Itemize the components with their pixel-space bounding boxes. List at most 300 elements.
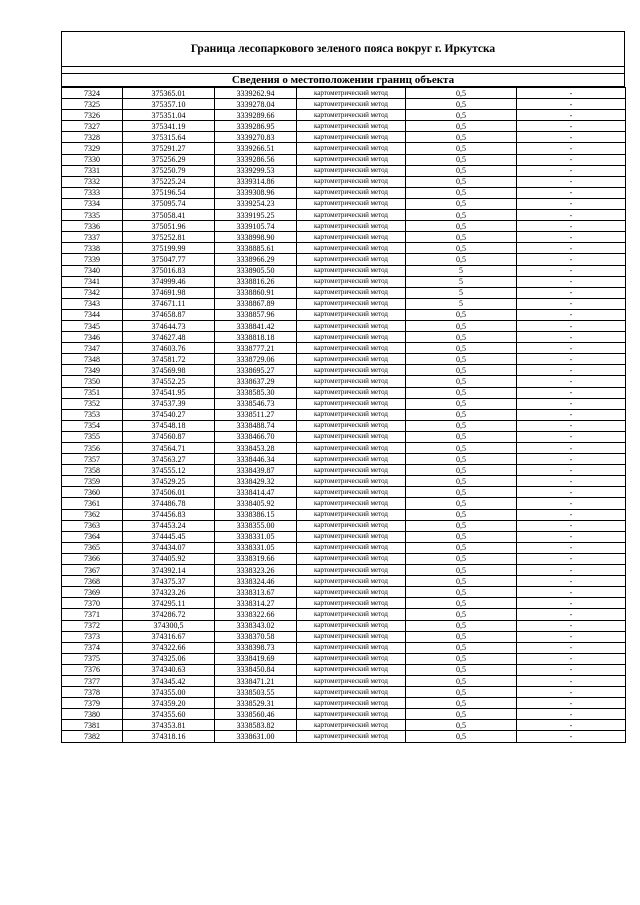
x-coordinate-cell: 374445.45 — [123, 531, 215, 542]
description-cell: - — [517, 420, 626, 431]
description-cell: - — [517, 309, 626, 320]
accuracy-cell: 0,5 — [406, 254, 517, 265]
method-cell: картометрический метод — [297, 221, 406, 232]
y-coordinate-cell: 3338777.21 — [215, 343, 297, 354]
accuracy-cell: 0,5 — [406, 187, 517, 198]
description-cell: - — [517, 376, 626, 387]
accuracy-cell: 0,5 — [406, 531, 517, 542]
y-coordinate-cell: 3338816.26 — [215, 276, 297, 287]
description-cell: - — [517, 221, 626, 232]
x-coordinate-cell: 374486.78 — [123, 498, 215, 509]
y-coordinate-cell: 3338355.00 — [215, 520, 297, 531]
table-row — [62, 232, 626, 243]
table-row — [62, 664, 626, 675]
x-coordinate-cell: 374453.24 — [123, 520, 215, 531]
y-coordinate-cell: 3338343.02 — [215, 620, 297, 631]
x-coordinate-cell: 374564.71 — [123, 443, 215, 454]
point-number-cell: 7358 — [62, 465, 123, 476]
description-cell: - — [517, 287, 626, 298]
x-coordinate-cell: 374541.95 — [123, 387, 215, 398]
accuracy-cell: 0,5 — [406, 454, 517, 465]
y-coordinate-cell: 3338885.61 — [215, 243, 297, 254]
accuracy-cell: 0,5 — [406, 698, 517, 709]
y-coordinate-cell: 3338695.27 — [215, 365, 297, 376]
description-cell: - — [517, 698, 626, 709]
description-cell: - — [517, 531, 626, 542]
table-row — [62, 287, 626, 298]
accuracy-cell: 0,5 — [406, 609, 517, 620]
x-coordinate-cell: 375252.81 — [123, 232, 215, 243]
method-cell: картометрический метод — [297, 376, 406, 387]
table-row — [62, 565, 626, 576]
x-coordinate-cell: 374359.20 — [123, 698, 215, 709]
point-number-cell: 7346 — [62, 332, 123, 343]
method-cell: картометрический метод — [297, 576, 406, 587]
x-coordinate-cell: 374603.76 — [123, 343, 215, 354]
table-row — [62, 165, 626, 176]
description-cell: - — [517, 198, 626, 209]
point-number-cell: 7357 — [62, 454, 123, 465]
point-number-cell: 7381 — [62, 720, 123, 731]
x-coordinate-cell: 374581.72 — [123, 354, 215, 365]
accuracy-cell: 0,5 — [406, 221, 517, 232]
y-coordinate-cell: 3339266.51 — [215, 143, 297, 154]
point-number-cell: 7376 — [62, 664, 123, 675]
y-coordinate-cell: 3338319.66 — [215, 553, 297, 564]
table-row — [62, 542, 626, 553]
x-coordinate-cell: 374345.42 — [123, 675, 215, 686]
y-coordinate-cell: 3338860.91 — [215, 287, 297, 298]
method-cell: картометрический метод — [297, 121, 406, 132]
accuracy-cell: 0,5 — [406, 99, 517, 110]
description-cell: - — [517, 465, 626, 476]
method-cell: картометрический метод — [297, 243, 406, 254]
point-number-cell: 7363 — [62, 520, 123, 531]
y-coordinate-cell: 3338370.58 — [215, 631, 297, 642]
table-row — [62, 154, 626, 165]
description-cell: - — [517, 431, 626, 442]
method-cell: картометрический метод — [297, 587, 406, 598]
accuracy-cell: 0,5 — [406, 542, 517, 553]
table-row — [62, 642, 626, 653]
table-row — [62, 720, 626, 731]
point-number-cell: 7366 — [62, 553, 123, 564]
table-row — [62, 653, 626, 664]
y-coordinate-cell: 3338323.26 — [215, 565, 297, 576]
y-coordinate-cell: 3338905.50 — [215, 265, 297, 276]
y-coordinate-cell: 3339289.66 — [215, 110, 297, 121]
method-cell: картометрический метод — [297, 165, 406, 176]
y-coordinate-cell: 3338583.82 — [215, 720, 297, 731]
table-row — [62, 176, 626, 187]
point-number-cell: 7333 — [62, 187, 123, 198]
method-cell: картометрический метод — [297, 476, 406, 487]
table-row — [62, 121, 626, 132]
accuracy-cell: 0,5 — [406, 88, 517, 99]
section-subtitle: Сведения о местоположении границ объекта — [61, 74, 625, 87]
y-coordinate-cell: 3338637.29 — [215, 376, 297, 387]
x-coordinate-cell: 375341.19 — [123, 121, 215, 132]
method-cell: картометрический метод — [297, 542, 406, 553]
accuracy-cell: 5 — [406, 276, 517, 287]
x-coordinate-cell: 374552.25 — [123, 376, 215, 387]
y-coordinate-cell: 3338446.34 — [215, 454, 297, 465]
point-number-cell: 7336 — [62, 221, 123, 232]
x-coordinate-cell: 374569.98 — [123, 365, 215, 376]
method-cell: картометрический метод — [297, 520, 406, 531]
point-number-cell: 7340 — [62, 265, 123, 276]
method-cell: картометрический метод — [297, 675, 406, 686]
x-coordinate-cell: 375256.29 — [123, 154, 215, 165]
accuracy-cell: 0,5 — [406, 553, 517, 564]
description-cell: - — [517, 265, 626, 276]
point-number-cell: 7354 — [62, 420, 123, 431]
y-coordinate-cell: 3339286.95 — [215, 121, 297, 132]
y-coordinate-cell: 3338511.27 — [215, 409, 297, 420]
table-row — [62, 187, 626, 198]
table-row — [62, 376, 626, 387]
method-cell: картометрический метод — [297, 620, 406, 631]
table-row — [62, 687, 626, 698]
accuracy-cell: 0,5 — [406, 198, 517, 209]
point-number-cell: 7329 — [62, 143, 123, 154]
method-cell: картометрический метод — [297, 465, 406, 476]
description-cell: - — [517, 154, 626, 165]
method-cell: картометрический метод — [297, 320, 406, 331]
table-row — [62, 587, 626, 598]
method-cell: картометрический метод — [297, 698, 406, 709]
table-row — [62, 398, 626, 409]
method-cell: картометрический метод — [297, 143, 406, 154]
table-row — [62, 132, 626, 143]
y-coordinate-cell: 3338585.30 — [215, 387, 297, 398]
x-coordinate-cell: 375199.99 — [123, 243, 215, 254]
x-coordinate-cell: 374340.63 — [123, 664, 215, 675]
table-row — [62, 620, 626, 631]
table-row — [62, 198, 626, 209]
point-number-cell: 7368 — [62, 576, 123, 587]
point-number-cell: 7362 — [62, 509, 123, 520]
table-row — [62, 387, 626, 398]
y-coordinate-cell: 3338313.67 — [215, 587, 297, 598]
x-coordinate-cell: 375291.27 — [123, 143, 215, 154]
method-cell: картометрический метод — [297, 99, 406, 110]
y-coordinate-cell: 3339254.23 — [215, 198, 297, 209]
point-number-cell: 7371 — [62, 609, 123, 620]
description-cell: - — [517, 620, 626, 631]
y-coordinate-cell: 3338331.05 — [215, 542, 297, 553]
table-row — [62, 498, 626, 509]
y-coordinate-cell: 3338867.89 — [215, 298, 297, 309]
table-row — [62, 454, 626, 465]
point-number-cell: 7343 — [62, 298, 123, 309]
method-cell: картометрический метод — [297, 309, 406, 320]
x-coordinate-cell: 374671.11 — [123, 298, 215, 309]
accuracy-cell: 0,5 — [406, 243, 517, 254]
method-cell: картометрический метод — [297, 265, 406, 276]
x-coordinate-cell: 375051.96 — [123, 221, 215, 232]
x-coordinate-cell: 375016.83 — [123, 265, 215, 276]
x-coordinate-cell: 374548.18 — [123, 420, 215, 431]
point-number-cell: 7350 — [62, 376, 123, 387]
description-cell: - — [517, 487, 626, 498]
description-cell: - — [517, 476, 626, 487]
accuracy-cell: 0,5 — [406, 631, 517, 642]
method-cell: картометрический метод — [297, 653, 406, 664]
description-cell: - — [517, 687, 626, 698]
table-row — [62, 143, 626, 154]
point-number-cell: 7351 — [62, 387, 123, 398]
x-coordinate-cell: 374286.72 — [123, 609, 215, 620]
point-number-cell: 7364 — [62, 531, 123, 542]
method-cell: картометрический метод — [297, 487, 406, 498]
point-number-cell: 7326 — [62, 110, 123, 121]
y-coordinate-cell: 3338818.18 — [215, 332, 297, 343]
description-cell: - — [517, 454, 626, 465]
description-cell: - — [517, 642, 626, 653]
accuracy-cell: 0,5 — [406, 431, 517, 442]
x-coordinate-cell: 375196.54 — [123, 187, 215, 198]
table-row — [62, 343, 626, 354]
x-coordinate-cell: 374300,5 — [123, 620, 215, 631]
description-cell: - — [517, 176, 626, 187]
table-row — [62, 631, 626, 642]
x-coordinate-cell: 374322.66 — [123, 642, 215, 653]
y-coordinate-cell: 3339308.96 — [215, 187, 297, 198]
method-cell: картометрический метод — [297, 110, 406, 121]
x-coordinate-cell: 375250.79 — [123, 165, 215, 176]
accuracy-cell: 0,5 — [406, 365, 517, 376]
y-coordinate-cell: 3339262.94 — [215, 88, 297, 99]
table-row — [62, 465, 626, 476]
point-number-cell: 7349 — [62, 365, 123, 376]
x-coordinate-cell: 374323.26 — [123, 587, 215, 598]
accuracy-cell: 0,5 — [406, 165, 517, 176]
y-coordinate-cell: 3338324.46 — [215, 576, 297, 587]
x-coordinate-cell: 374318.16 — [123, 731, 215, 742]
point-number-cell: 7332 — [62, 176, 123, 187]
method-cell: картометрический метод — [297, 176, 406, 187]
accuracy-cell: 0,5 — [406, 664, 517, 675]
point-number-cell: 7355 — [62, 431, 123, 442]
description-cell: - — [517, 187, 626, 198]
description-cell: - — [517, 243, 626, 254]
point-number-cell: 7341 — [62, 276, 123, 287]
method-cell: картометрический метод — [297, 132, 406, 143]
accuracy-cell: 0,5 — [406, 587, 517, 598]
description-cell: - — [517, 709, 626, 720]
y-coordinate-cell: 3338405.92 — [215, 498, 297, 509]
y-coordinate-cell: 3339314.86 — [215, 176, 297, 187]
method-cell: картометрический метод — [297, 431, 406, 442]
description-cell: - — [517, 409, 626, 420]
coordinates-table-body — [62, 88, 626, 743]
table-row — [62, 698, 626, 709]
x-coordinate-cell: 375047.77 — [123, 254, 215, 265]
x-coordinate-cell: 375357.10 — [123, 99, 215, 110]
method-cell: картометрический метод — [297, 398, 406, 409]
x-coordinate-cell: 374627.48 — [123, 332, 215, 343]
accuracy-cell: 0,5 — [406, 132, 517, 143]
y-coordinate-cell: 3338439.87 — [215, 465, 297, 476]
method-cell: картометрический метод — [297, 531, 406, 542]
x-coordinate-cell: 375351.04 — [123, 110, 215, 121]
description-cell: - — [517, 443, 626, 454]
table-row — [62, 443, 626, 454]
method-cell: картометрический метод — [297, 187, 406, 198]
description-cell: - — [517, 332, 626, 343]
point-number-cell: 7325 — [62, 99, 123, 110]
description-cell: - — [517, 99, 626, 110]
description-cell: - — [517, 165, 626, 176]
method-cell: картометрический метод — [297, 276, 406, 287]
accuracy-cell: 0,5 — [406, 443, 517, 454]
method-cell: картометрический метод — [297, 631, 406, 642]
accuracy-cell: 0,5 — [406, 154, 517, 165]
accuracy-cell: 0,5 — [406, 642, 517, 653]
y-coordinate-cell: 3339195.25 — [215, 210, 297, 221]
description-cell: - — [517, 675, 626, 686]
table-row — [62, 332, 626, 343]
method-cell: картометрический метод — [297, 198, 406, 209]
x-coordinate-cell: 374353.81 — [123, 720, 215, 731]
point-number-cell: 7380 — [62, 709, 123, 720]
point-number-cell: 7335 — [62, 210, 123, 221]
x-coordinate-cell: 374392.14 — [123, 565, 215, 576]
point-number-cell: 7382 — [62, 731, 123, 742]
method-cell: картометрический метод — [297, 365, 406, 376]
x-coordinate-cell: 374295.11 — [123, 598, 215, 609]
table-row — [62, 420, 626, 431]
x-coordinate-cell: 375058.41 — [123, 210, 215, 221]
y-coordinate-cell: 3338331.05 — [215, 531, 297, 542]
table-row — [62, 298, 626, 309]
x-coordinate-cell: 374325.06 — [123, 653, 215, 664]
description-cell: - — [517, 298, 626, 309]
table-row — [62, 276, 626, 287]
accuracy-cell: 0,5 — [406, 520, 517, 531]
y-coordinate-cell: 3339299.53 — [215, 165, 297, 176]
point-number-cell: 7347 — [62, 343, 123, 354]
x-coordinate-cell: 374540.27 — [123, 409, 215, 420]
x-coordinate-cell: 374355.00 — [123, 687, 215, 698]
point-number-cell: 7330 — [62, 154, 123, 165]
point-number-cell: 7360 — [62, 487, 123, 498]
point-number-cell: 7356 — [62, 443, 123, 454]
table-row — [62, 531, 626, 542]
method-cell: картометрический метод — [297, 664, 406, 675]
method-cell: картометрический метод — [297, 210, 406, 221]
description-cell: - — [517, 232, 626, 243]
description-cell: - — [517, 121, 626, 132]
accuracy-cell: 0,5 — [406, 354, 517, 365]
table-row — [62, 553, 626, 564]
description-cell: - — [517, 110, 626, 121]
accuracy-cell: 5 — [406, 265, 517, 276]
table-row — [62, 265, 626, 276]
x-coordinate-cell: 374658.87 — [123, 309, 215, 320]
table-row — [62, 309, 626, 320]
x-coordinate-cell: 374555.12 — [123, 465, 215, 476]
description-cell: - — [517, 143, 626, 154]
accuracy-cell: 0,5 — [406, 476, 517, 487]
description-cell: - — [517, 609, 626, 620]
table-row — [62, 731, 626, 742]
description-cell: - — [517, 631, 626, 642]
table-row — [62, 365, 626, 376]
table-row — [62, 520, 626, 531]
y-coordinate-cell: 3338453.28 — [215, 443, 297, 454]
y-coordinate-cell: 3339278.04 — [215, 99, 297, 110]
y-coordinate-cell: 3338841.42 — [215, 320, 297, 331]
table-row — [62, 409, 626, 420]
point-number-cell: 7344 — [62, 309, 123, 320]
accuracy-cell: 0,5 — [406, 309, 517, 320]
method-cell: картометрический метод — [297, 598, 406, 609]
y-coordinate-cell: 3338429.32 — [215, 476, 297, 487]
accuracy-cell: 0,5 — [406, 409, 517, 420]
point-number-cell: 7361 — [62, 498, 123, 509]
x-coordinate-cell: 374456.83 — [123, 509, 215, 520]
method-cell: картометрический метод — [297, 343, 406, 354]
method-cell: картометрический метод — [297, 731, 406, 742]
table-row — [62, 254, 626, 265]
document-sheet — [61, 31, 625, 743]
x-coordinate-cell: 374405.92 — [123, 553, 215, 564]
table-row — [62, 320, 626, 331]
point-number-cell: 7324 — [62, 88, 123, 99]
x-coordinate-cell: 375315.64 — [123, 132, 215, 143]
y-coordinate-cell: 3338322.66 — [215, 609, 297, 620]
point-number-cell: 7375 — [62, 653, 123, 664]
accuracy-cell: 0,5 — [406, 576, 517, 587]
accuracy-cell: 0,5 — [406, 598, 517, 609]
method-cell: картометрический метод — [297, 498, 406, 509]
y-coordinate-cell: 3338529.31 — [215, 698, 297, 709]
table-row — [62, 88, 626, 99]
y-coordinate-cell: 3338857.96 — [215, 309, 297, 320]
accuracy-cell: 0,5 — [406, 620, 517, 631]
y-coordinate-cell: 3338503.55 — [215, 687, 297, 698]
accuracy-cell: 0,5 — [406, 398, 517, 409]
x-coordinate-cell: 375225.24 — [123, 176, 215, 187]
table-row — [62, 431, 626, 442]
description-cell: - — [517, 565, 626, 576]
point-number-cell: 7348 — [62, 354, 123, 365]
point-number-cell: 7379 — [62, 698, 123, 709]
coordinates-table — [61, 87, 626, 743]
table-row — [62, 221, 626, 232]
description-cell: - — [517, 210, 626, 221]
table-row — [62, 609, 626, 620]
accuracy-cell: 0,5 — [406, 420, 517, 431]
x-coordinate-cell: 374355.60 — [123, 709, 215, 720]
description-cell: - — [517, 653, 626, 664]
description-cell: - — [517, 498, 626, 509]
x-coordinate-cell: 374506.01 — [123, 487, 215, 498]
accuracy-cell: 0,5 — [406, 332, 517, 343]
y-coordinate-cell: 3338419.69 — [215, 653, 297, 664]
y-coordinate-cell: 3339286.56 — [215, 154, 297, 165]
table-row — [62, 243, 626, 254]
x-coordinate-cell: 374529.25 — [123, 476, 215, 487]
accuracy-cell: 0,5 — [406, 320, 517, 331]
description-cell: - — [517, 598, 626, 609]
x-coordinate-cell: 375095.74 — [123, 198, 215, 209]
description-cell: - — [517, 343, 626, 354]
accuracy-cell: 0,5 — [406, 465, 517, 476]
description-cell: - — [517, 509, 626, 520]
